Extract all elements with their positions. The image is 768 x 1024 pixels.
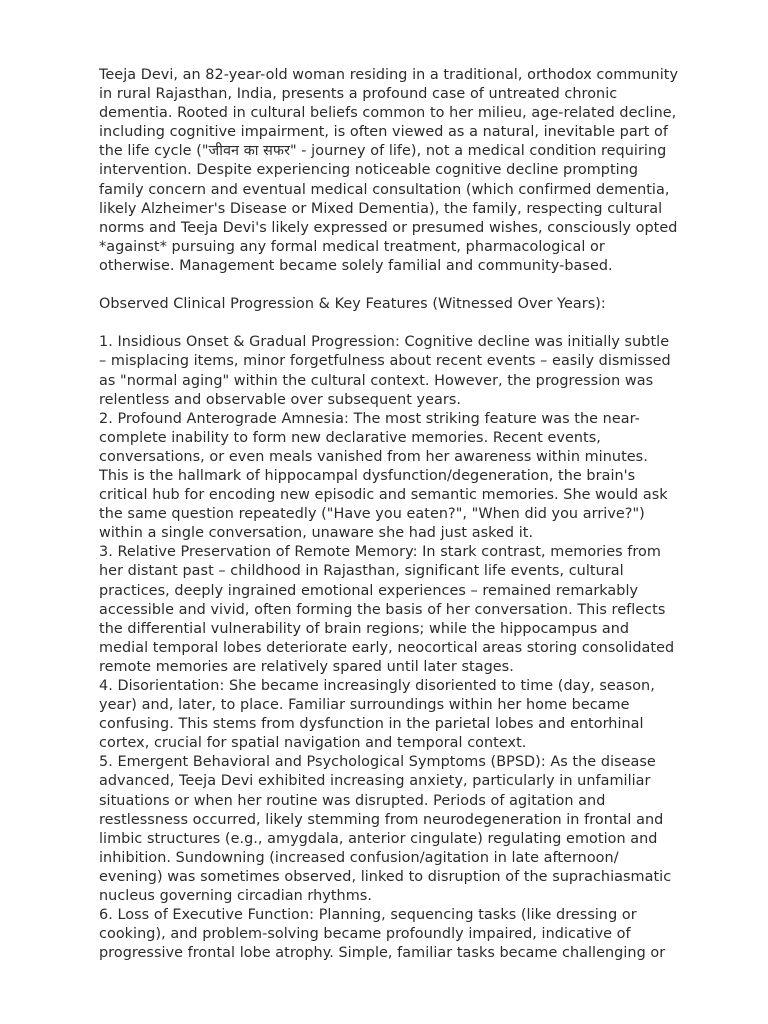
list-item: 1. Insidious Onset & Gradual Progression: Cognitive decline was initially subtle – misplacing items, minor forgetfulness about recent events – easily dismissed as "normal aging" within the cultural context. However, the progression was relentless and observable over subsequent years. bbox=[99, 334, 671, 408]
feature-list bbox=[99, 333, 679, 963]
list-item: 6. Loss of Executive Function: Planning, sequencing tasks (like dressing or cooking), and problem-solving became profoundly impaired, indicative of progressive frontal lobe atrophy. Simple, familiar tasks became challenging or bbox=[99, 907, 666, 962]
section-heading: Observed Clinical Progression & Key Features (Witnessed Over Years): bbox=[99, 296, 606, 313]
list-item: 4. Disorientation: She became increasingly disoriented to time (day, season, year) and, later, to place. Familiar surroundings within her home became confusing. This stems from dysfunction in the parietal lobes and entorhinal cortex, crucial for spatial navigation and temporal context. bbox=[99, 678, 655, 752]
list-item: 2. Profound Anterograde Amnesia: The most striking feature was the near-complete inability to form new declarative memories. Recent events, conversations, or even meals vanished from her awareness within minutes. This is the hallmark of hippocampal dysfunction/degeneration, the brain's critical hub for encoding new episodic and semantic memories. She would ask the same question repeatedly ("Have you eaten?", "When did you arrive?") within a single conversation, unaware she had just asked it. bbox=[99, 410, 668, 542]
paragraph-gap bbox=[99, 314, 679, 333]
paragraph-gap bbox=[99, 276, 679, 295]
document-page bbox=[99, 66, 679, 963]
intro-paragraph: Teeja Devi, an 82-year-old woman residing in a traditional, orthodox community in rural Rajasthan, India, presents a profound case of untreated chronic dementia. Rooted in cultural beliefs common to her milieu, age-related decline, including cognitive impairment, is often viewed as a natural, inevitable part of the life cycle ("जीवन का सफर" - journey of life), not a medical condition requiring intervention. Despite experiencing noticeable cognitive decline prompting family concern and eventual medical consultation (which confirmed dementia, likely Alzheimer's Disease or Mixed Dementia), the family, respecting cultural norms and Teeja Devi's likely expressed or presumed wishes, consciously opted *against* pursuing any formal medical treatment, pharmacological or otherwise. Management became solely familial and community-based. bbox=[99, 67, 679, 274]
list-item: 3. Relative Preservation of Remote Memory: In stark contrast, memories from her distant past – childhood in Rajasthan, significant life events, cultural practices, deeply ingrained emotional experiences – remained remarkably accessible and vivid, often forming the basis of her conversation. This reflects the differential vulnerability of brain regions; while the hippocampus and medial temporal lobes deteriorate early, neocortical areas storing consolidated remote memories are relatively spared until later stages. bbox=[99, 544, 675, 675]
list-item: 5. Emergent Behavioral and Psychological Symptoms (BPSD): As the disease advanced, Teeja Devi exhibited increasing anxiety, particularly in unfamiliar situations or when her routine was disrupted. Periods of agitation and restlessness occurred, likely stemming from neurodegeneration in frontal and limbic structures (e.g., amygdala, anterior cingulate) regulating emotion and inhibition. Sundowning (increased confusion/agitation in late afternoon/ evening) was sometimes observed, linked to disruption of the suprachiasmatic nucleus governing circadian rhythms. bbox=[99, 754, 672, 905]
